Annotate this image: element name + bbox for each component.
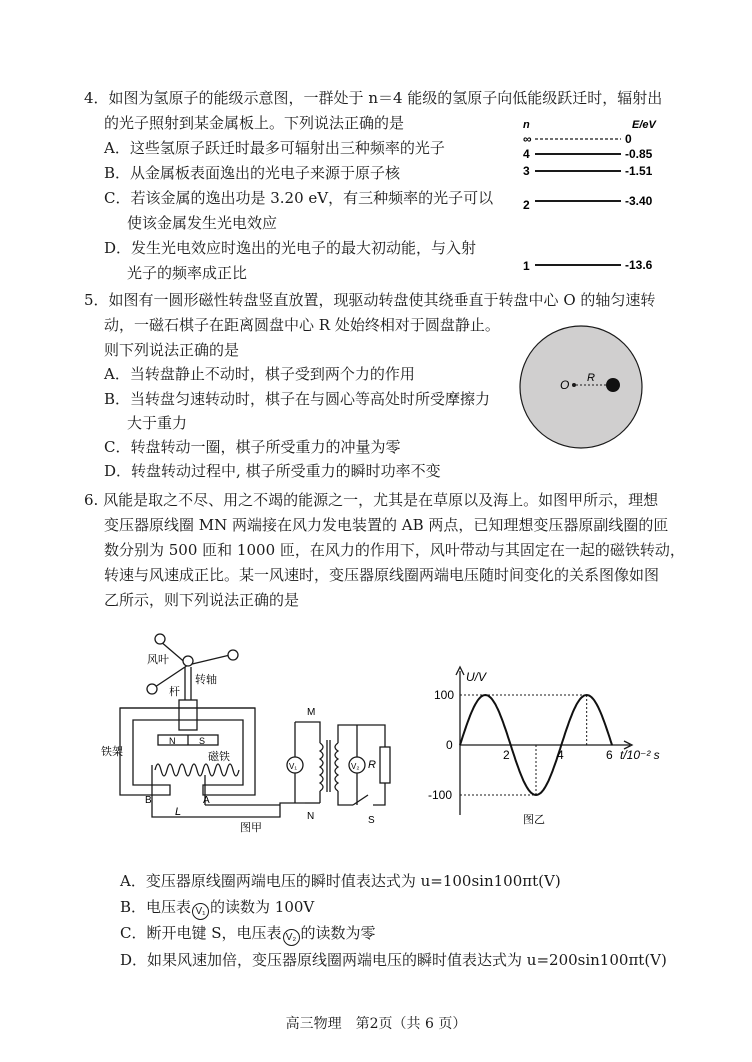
label-north: N (169, 736, 176, 746)
switch-s (353, 795, 368, 805)
figure-b-caption: 图乙 (523, 814, 545, 826)
voltage-point (459, 744, 460, 745)
label-m: M (307, 707, 316, 718)
level-n-3: 3 (523, 164, 530, 178)
label-zhuanzhou: 转轴 (195, 674, 217, 686)
hub (183, 656, 193, 666)
q4-option-d-line2: 光子的频率成正比 (127, 264, 248, 282)
center-label: O (560, 378, 570, 392)
level-n-2: 2 (523, 198, 530, 212)
q6-line1: 6. 风能是取之不尽、用之不竭的能源之一，尤其是在草原以及海上。如图甲所示，理想 (84, 491, 659, 509)
resistor-r (380, 747, 390, 783)
secondary-top-wire (338, 725, 385, 747)
q4-option-b: B．从金属板表面逸出的光电子来源于原子核 (104, 164, 401, 182)
radius-label: R (587, 372, 595, 384)
blade-arm-3 (155, 665, 188, 687)
label-gan: 杆 (169, 686, 180, 698)
voltage-point (535, 794, 536, 795)
q6-line3: 数分别为 500 匝和 1000 匝，在风力的作用下，风叶带动与其固定在一起的磁铁转动， (104, 541, 685, 559)
secondary-return-wire (373, 783, 385, 805)
q6-option-c (120, 923, 376, 946)
label-r: R (368, 759, 376, 771)
ytick-100: 100 (434, 688, 455, 702)
q6-line2: 变压器原线圈 MN 两端接在风力发电装置的 AB 两点，已知理想变压器原副线圈的匝 (104, 516, 669, 534)
xtick-6: 6 (606, 748, 613, 762)
page-footer: 高三物理 第2页（共 6 页） (285, 1016, 467, 1032)
voltage-point (485, 694, 486, 695)
q5-line1: 5．如图有一圆形磁性转盘竖直放置，现驱动转盘使其绕垂直于转盘中心 O 的轴匀速转 (84, 291, 656, 309)
voltage-point (510, 744, 511, 745)
label-fengye: 风叶 (147, 654, 169, 666)
voltage-point (611, 744, 612, 745)
xtick-4: 4 (557, 748, 564, 762)
voltage-point (573, 709, 574, 710)
ytick-neg100: -100 (428, 788, 453, 802)
voltage-point (497, 709, 498, 710)
secondary-bottom-wire (338, 791, 353, 805)
q4-line2: 的光子照射到某金属板上。下列说法正确的是 (104, 114, 405, 132)
turntable-figure (516, 322, 646, 454)
level-e-4: -0.85 (625, 147, 653, 161)
q6-option-b (120, 897, 314, 920)
q5-option-b-line1: B．当转盘匀速转动时，棋子在与圆心等高处时所受摩擦力 (104, 390, 491, 408)
q4-option-d-line1: D．发生光电效应时逸出的光电子的最大初动能，与入射 (104, 239, 477, 257)
label-south: S (199, 736, 206, 746)
xtick-2: 2 (503, 748, 510, 762)
shaft-housing (179, 700, 197, 730)
q5-option-c: C．转盘转动一圈，棋子所受重力的冲量为零 (104, 438, 401, 456)
voltage-time-chart (420, 665, 680, 835)
q6-line5: 乙所示，则下列说法正确的是 (104, 591, 300, 609)
q5-line3: 则下列说法正确的是 (104, 341, 240, 359)
coil (155, 764, 239, 776)
q6-option-c-prefix: C．断开电键 S，电压表 (120, 924, 282, 942)
level-n-1: 1 (523, 259, 530, 273)
level-e-3: -1.51 (625, 164, 653, 178)
turntable-disk (520, 326, 642, 448)
q5-option-a: A．当转盘静止不动时，棋子受到两个力的作用 (104, 365, 415, 383)
blade-ball-2 (228, 650, 238, 660)
q6-option-a: A．变压器原线圈两端电压的瞬时值表达式为 u=100sin100πt(V) (120, 872, 561, 890)
primary-top-wire (295, 722, 320, 743)
q5-option-d: D．转盘转动过程中, 棋子所受重力的瞬时功率不变 (104, 462, 441, 480)
q4-option-c-line2: 使该金属发生光电效应 (127, 214, 278, 232)
wind-generator-figure (95, 625, 405, 840)
q6-option-c-suffix: 的读数为零 (300, 924, 376, 942)
level-e-1: -13.6 (625, 258, 653, 272)
secondary-winding (335, 743, 338, 791)
label-v1: V₁ (289, 762, 298, 771)
label-v2: V₂ (351, 762, 360, 771)
blade-ball-1 (155, 634, 165, 644)
level-e-2: -3.40 (625, 194, 653, 208)
voltage-point (599, 709, 600, 710)
label-b: B (145, 795, 152, 806)
q6-option-d: D．如果风速加倍，变压器原线圈两端电压的瞬时值表达式为 u=200sin100πt(V) (120, 951, 667, 969)
chess-piece (606, 378, 620, 392)
label-n: N (307, 811, 315, 822)
label-s: S (368, 815, 375, 826)
voltmeter-v2-symbol: V₂ (283, 929, 300, 946)
q5-option-b-line2: 大于重力 (127, 414, 188, 432)
q6-option-b-suffix: 的读数为 100V (210, 898, 315, 916)
chart-ylabel: U/V (466, 670, 487, 684)
q5-line2: 动，一磁石棋子在距离圆盘中心 R 处始终相对于圆盘静止。 (104, 316, 500, 334)
blade-ball-3 (147, 684, 157, 694)
q4-option-a: A．这些氢原子跃迁时最多可辐射出三种频率的光子 (104, 139, 445, 157)
label-tiejia: 铁架 (101, 746, 123, 758)
ytick-0: 0 (446, 738, 453, 752)
primary-winding (320, 743, 323, 791)
voltage-point (548, 780, 549, 781)
voltage-point (472, 709, 473, 710)
voltage-point (586, 694, 587, 695)
e-header: E/eV (632, 119, 656, 131)
q6-option-b-prefix: B．电压表 (120, 898, 192, 916)
label-a: A (203, 795, 210, 806)
label-citie: 磁铁 (208, 751, 230, 763)
blade-arm-2 (188, 655, 230, 665)
q4-line1: 4．如图为氢原子的能级示意图，一群处于 n＝4 能级的氢原子向低能级跃迁时，辐射出 (84, 89, 663, 107)
q4-option-c-line1: C．若该金属的逸出功是 3.20 eV，有三种频率的光子可以 (104, 189, 494, 207)
energy-level-diagram (505, 116, 675, 281)
level-e-inf: 0 (625, 132, 632, 146)
level-n-inf: ∞ (523, 132, 532, 146)
figure-a-caption: 图甲 (240, 822, 262, 834)
chart-xlabel: t/10⁻² s (620, 748, 660, 762)
q6-line4: 转速与风速成正比。某一风速时，变压器原线圈两端电压随时间变化的关系图像如图 (104, 566, 660, 584)
voltmeter-v1-symbol: V₁ (192, 903, 209, 920)
level-n-4: 4 (523, 147, 530, 161)
voltage-point (561, 744, 562, 745)
n-header: n (523, 119, 530, 131)
voltage-point (523, 780, 524, 781)
label-l: L (175, 806, 182, 818)
center-point (572, 383, 576, 387)
